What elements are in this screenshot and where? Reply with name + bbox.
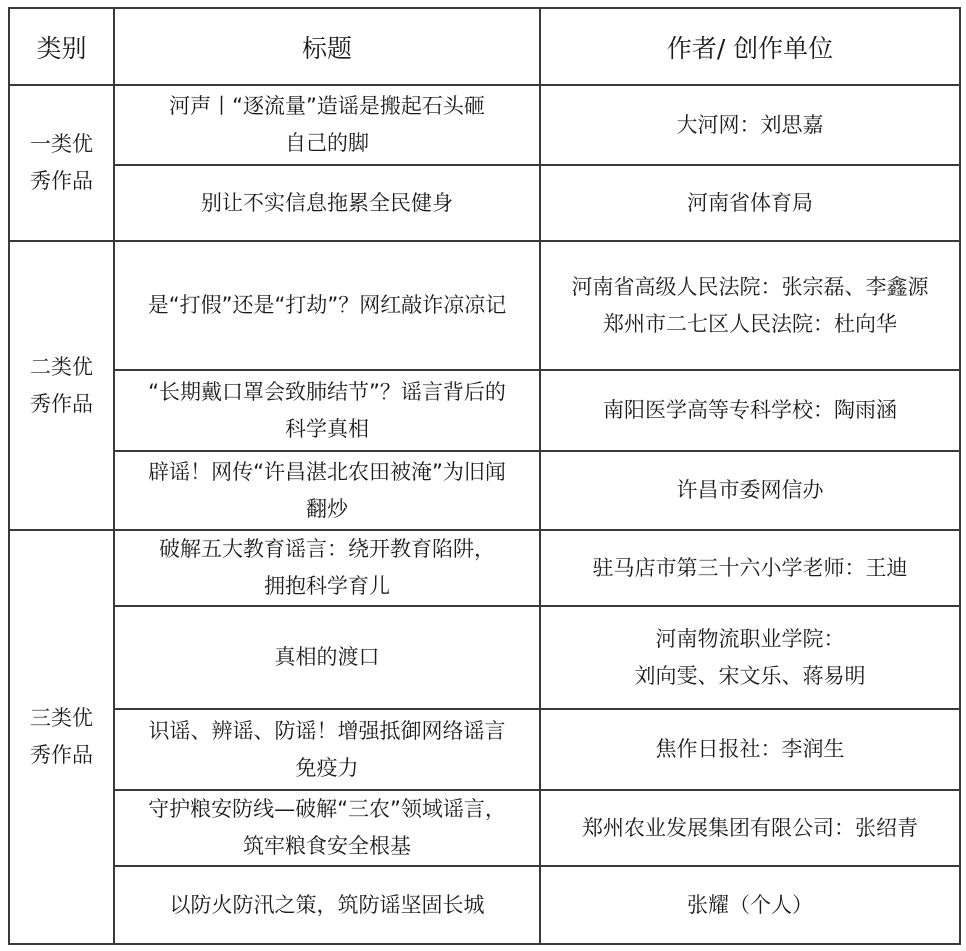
- category-cell: [9, 241, 114, 530]
- title-cell: [114, 709, 540, 790]
- title-line: 辟谣！网传“许昌湛北农田被淹”为旧闻: [148, 459, 506, 484]
- table-row: [9, 370, 960, 451]
- author-line: 刘向雯、宋文乐、蒋易明: [634, 663, 866, 688]
- title-line: 拥抱科学育儿: [264, 574, 390, 598]
- title-line: “长期戴口罩会致肺结节”？谣言背后的: [148, 379, 506, 404]
- author-cell: [540, 370, 960, 451]
- author-line: 南阳医学高等专科学校：陶雨涵: [603, 398, 897, 422]
- title-line: 河声丨“逐流量”造谣是搬起石头砸: [169, 94, 485, 118]
- table-row: [9, 241, 960, 370]
- category-line: 一类优: [30, 132, 93, 156]
- header-row: [9, 8, 960, 85]
- title-cell: [114, 451, 540, 530]
- title-cell: [114, 370, 540, 451]
- title-line: 筑牢粮食安全根基: [243, 834, 411, 858]
- author-cell: [540, 451, 960, 530]
- category-cell: [9, 85, 114, 241]
- category-line: 秀作品: [30, 743, 93, 767]
- table-row: [9, 85, 960, 165]
- author-cell: [540, 790, 960, 866]
- title-line: 翻炒: [306, 496, 348, 521]
- title-line: 识谣、辨谣、防谣！增强抵御网络谣言: [148, 718, 506, 743]
- author-line: 郑州农业发展集团有限公司：张绍青: [582, 815, 918, 840]
- title-line: 是“打假”还是“打劫”？网红敲诈凉凉记: [147, 293, 507, 317]
- author-cell: [540, 866, 960, 944]
- author-line: 许昌市委网信办: [676, 478, 824, 502]
- category-line: 秀作品: [30, 391, 93, 416]
- title-line: 科学真相: [285, 416, 369, 441]
- title-line: 以防火防汛之策，筑防谣坚固长城: [169, 892, 485, 917]
- title-line: 守护粮安防线—破解“三农”领域谣言，: [148, 797, 506, 821]
- author-cell: [540, 606, 960, 709]
- table-row: [9, 606, 960, 709]
- title-cell: [114, 530, 540, 606]
- table-row: [9, 866, 960, 944]
- author-cell: [540, 709, 960, 790]
- title-cell: [114, 241, 540, 370]
- header-title: 标题: [114, 8, 540, 85]
- author-cell: [540, 165, 960, 241]
- author-cell: [540, 85, 960, 165]
- header-author: 作者/ 创作单位: [540, 8, 960, 85]
- category-line: 三类优: [30, 706, 93, 730]
- table-row: [9, 530, 960, 606]
- title-cell: [114, 606, 540, 709]
- category-cell: [9, 530, 114, 944]
- title-cell: [114, 866, 540, 944]
- author-cell: [540, 241, 960, 370]
- author-line: 郑州市二七区人民法院：杜向华: [603, 311, 897, 336]
- category-line: 秀作品: [30, 169, 93, 193]
- author-line: 大河网：刘思嘉: [676, 112, 824, 137]
- author-cell: [540, 530, 960, 606]
- author-line: 张耀（个人）: [687, 892, 813, 917]
- table-row: [9, 709, 960, 790]
- title-line: 破解五大教育谣言：绕开教育陷阱，: [159, 537, 495, 561]
- title-cell: [114, 790, 540, 866]
- table-row: [9, 451, 960, 530]
- author-line: 焦作日报社：李润生: [655, 737, 845, 761]
- title-line: 真相的渡口: [274, 645, 380, 669]
- table-row: [9, 790, 960, 866]
- author-line: 河南省体育局: [687, 190, 813, 215]
- award-table: [8, 7, 961, 945]
- table-row: [9, 165, 960, 241]
- title-line: 别让不实信息拖累全民健身: [201, 190, 453, 215]
- title-cell: [114, 165, 540, 241]
- title-cell: [114, 85, 540, 165]
- title-line: 自己的脚: [285, 131, 369, 155]
- author-line: 驻马店市第三十六小学老师：王迪: [592, 555, 908, 580]
- title-line: 免疫力: [295, 755, 359, 780]
- author-line: 河南省高级人民法院：张宗磊、李鑫源: [571, 274, 929, 299]
- category-line: 二类优: [30, 354, 93, 379]
- author-line: 河南物流职业学院：: [655, 626, 845, 651]
- header-category: 类别: [9, 8, 114, 85]
